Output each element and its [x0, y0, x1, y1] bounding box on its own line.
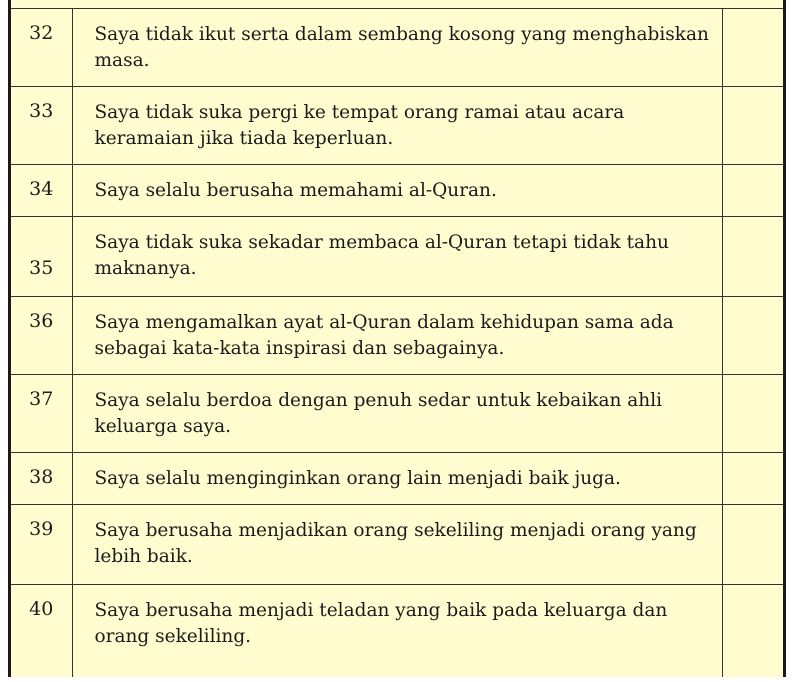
table-row	[11, 453, 783, 505]
item-statement: Saya tidak ikut serta dalam sembang kosong yang menghabiskan masa.	[72, 9, 722, 87]
questionnaire-table	[11, 8, 783, 677]
response-cell[interactable]	[722, 217, 783, 297]
response-cell[interactable]	[722, 453, 783, 505]
item-statement: Saya selalu menginginkan orang lain menjadi baik juga.	[72, 453, 722, 505]
response-cell[interactable]	[722, 87, 783, 165]
item-number: 32	[11, 9, 72, 87]
response-cell[interactable]	[722, 505, 783, 585]
table-row	[11, 217, 783, 297]
item-number: 33	[11, 87, 72, 165]
item-number: 35	[11, 217, 72, 297]
item-statement: Saya berusaha menjadi teladan yang baik pada keluarga dan orang sekeliling.	[72, 585, 722, 677]
item-statement: Saya selalu berdoa dengan penuh sedar untuk kebaikan ahli keluarga saya.	[72, 375, 722, 453]
table-row	[11, 297, 783, 375]
item-statement: Saya mengamalkan ayat al-Quran dalam kehidupan sama ada sebagai kata-kata inspirasi dan sebagainya.	[72, 297, 722, 375]
response-cell[interactable]	[722, 165, 783, 217]
table-row	[11, 9, 783, 87]
item-number: 39	[11, 505, 72, 585]
item-statement: Saya berusaha menjadikan orang sekeliling menjadi orang yang lebih baik.	[72, 505, 722, 585]
item-statement: Saya selalu berusaha memahami al-Quran.	[72, 165, 722, 217]
response-cell[interactable]	[722, 585, 783, 677]
table-row	[11, 375, 783, 453]
table-row	[11, 165, 783, 217]
item-number: 37	[11, 375, 72, 453]
item-number: 34	[11, 165, 72, 217]
response-cell[interactable]	[722, 9, 783, 87]
item-number: 38	[11, 453, 72, 505]
item-statement: Saya tidak suka pergi ke tempat orang ramai atau acara keramaian jika tiada keperluan.	[72, 87, 722, 165]
table-row	[11, 585, 783, 677]
response-cell[interactable]	[722, 375, 783, 453]
item-number: 36	[11, 297, 72, 375]
table-row	[11, 505, 783, 585]
table-row	[11, 87, 783, 165]
item-statement: Saya tidak suka sekadar membaca al-Quran tetapi tidak tahu maknanya.	[72, 217, 722, 297]
item-number: 40	[11, 585, 72, 677]
response-cell[interactable]	[722, 297, 783, 375]
